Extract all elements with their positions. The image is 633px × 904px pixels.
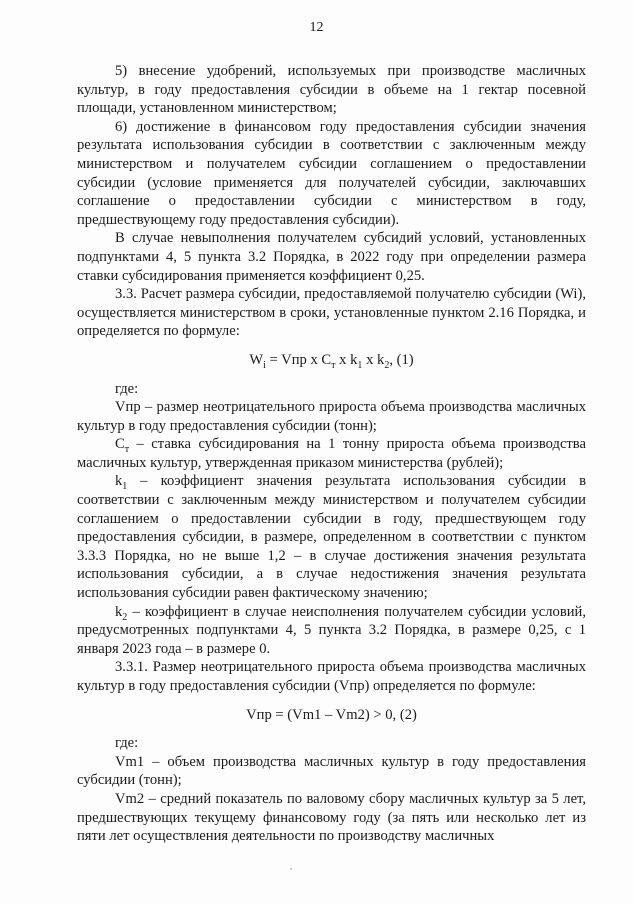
definition-vm2: Vm2 – средний показатель по валовому сбору масличных культур за 5 лет, предшествующих текущему финансовому году (за пять или несколько лет из пяти лет осуществления деятельности по производству масличных [77,790,586,845]
definition-k1 [77,472,586,602]
page-number: 12 [309,20,324,35]
paragraph-3-3-1: 3.3.1. Размер неотрицательного прироста объема производства масличных культур в году предоставления субсидии (Vпр) определяется по формуле: [77,659,586,694]
formula-1 [77,351,586,370]
formula-1-tail: , (1) [389,351,414,368]
where-label-2: где: [115,735,139,752]
formula-1-w-sub: i [263,359,266,371]
scan-speck [290,868,292,870]
definition-ct-sub: т [124,444,130,456]
formula-1-k2: x k [362,351,385,368]
definition-k1-symbol: k [115,473,123,490]
definition-k2-text: – коэффициент в случае неисполнения получателем субсидии условий, предусмотренных подпунктами 4, 5 пункта 3.2 Порядка, в размере 0,25, с 1 января 2023 года – в размере 0. [77,603,586,657]
definition-k2-sub: 2 [122,611,128,623]
definition-k1-text: – коэффициент значения результата использования субсидии в соответствии с заключенным между министерством и получателем субсидии соглашением о предоставлении субсидии в году, предшествующем году предоставления субсидии, в размере, определенном в соответствии с пунктом 3.3.3 Порядка, но не выше 1,2 – в случае достижения значения результата использования субсидии, а в случае недостижения значения результата использования субсидии равен фактическому значению; [77,473,586,602]
paragraph-3-3: 3.3. Расчет размера субсидии, предоставляемой получателю субсидии (Wi), осуществляется министерством в сроки, установленные пунктом 2.16 Порядка, и определяется по формуле: [77,286,586,340]
paragraph-failure-condition: В случае невыполнения получателем субсидий условий, установленных подпунктами 4, 5 пункта 3.2 Порядка, в 2022 году при определении размера ставки субсидирования применяется коэффициент 0,25. [77,230,586,284]
formula-1-k1: x k [335,351,358,368]
definition-vpr: Vпр – размер неотрицательного прироста объема производства масличных культур в году предоставления субсидии (тонн); [77,399,586,434]
formula-1-k2-sub: 2 [384,359,390,371]
document-body [77,62,586,846]
where-label-1: где: [115,380,139,397]
paragraph-item-6: 6) достижение в финансовом году предоставления субсидии значения результата использования субсидии в соответствии с заключенным между министерством и получателем субсидии соглашением о предоставлении субсидии (условие применяется для получателей субсидии, заключавших соглашение о предоставлении субсидии с министерством в году, предшествующему году предоставления субсидии). [77,118,586,228]
formula-1-c-sub: т [331,359,336,371]
formula-1-w: W [249,351,264,368]
formula-2: Vпр = (Vm1 – Vm2) > 0, (2) [246,706,417,723]
definition-k2 [77,603,586,659]
definition-k1-sub: 1 [122,481,128,493]
paragraph-item-5: 5) внесение удобрений, используемых при производстве масличных культур, в году предоставления субсидии в объеме на 1 гектар посевной площади, установленном министерством; [77,63,586,117]
definition-ct-text: – ставка субсидирования на 1 тонну прироста объема производства масличных культур, утвержденная приказом министерства (рублей); [77,436,586,471]
definition-ct-symbol: С [115,436,125,453]
definition-k2-symbol: k [115,603,123,620]
formula-1-mid: = Vпр x С [265,351,332,368]
formula-1-k1-sub: 1 [357,359,363,371]
definition-vm1: Vm1 – объем производства масличных культур в году предоставления субсидии (тонн); [77,753,586,789]
definition-ct [77,435,586,472]
